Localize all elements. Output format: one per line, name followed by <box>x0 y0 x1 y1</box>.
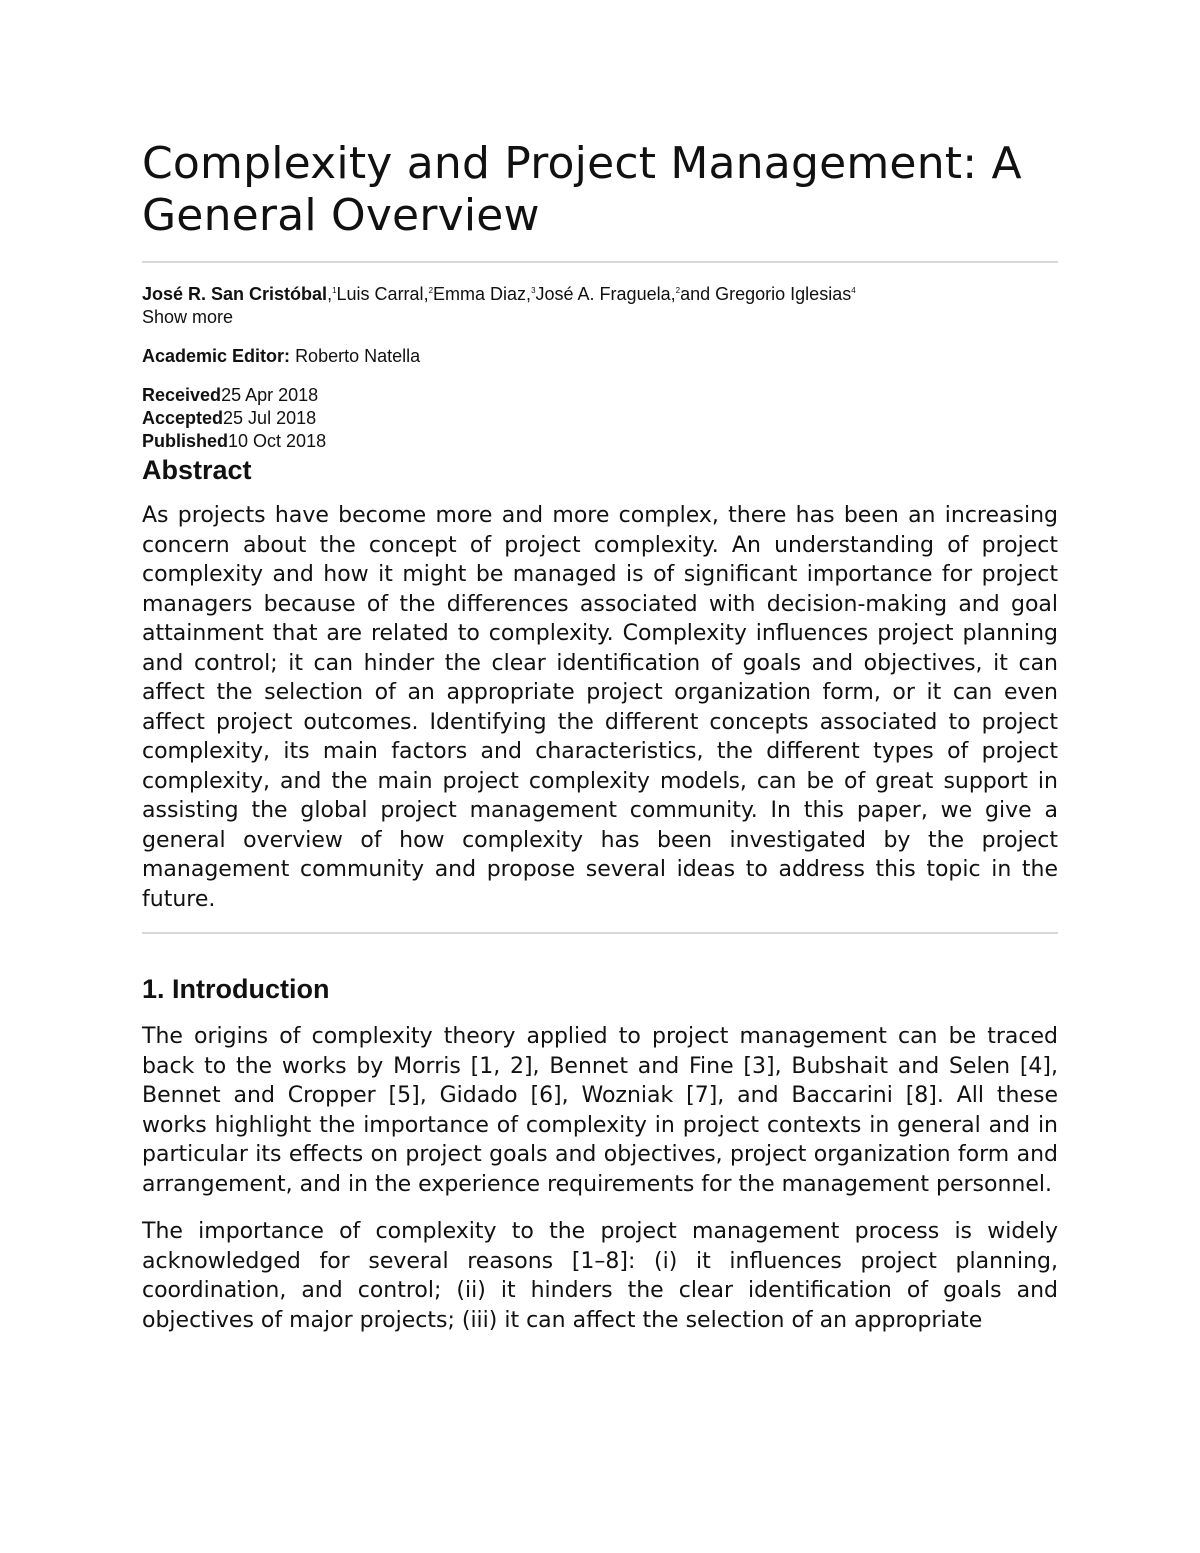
editor-name: Roberto Natella <box>295 346 421 366</box>
abstract-text: As projects have become more and more complex, there has been an increasing concern about the concept of project complexity. An understanding of project complexity and how it might be managed is of significant importance for project managers because of the differences associated with decision-making and goal attainment that are related to complexity. Complexity influences project planning and control; it can hinder the clear identification of goals and objectives, it can affect the selection of an appropriate project organization form, or it can even affect project outcomes. Identifying the different concepts associated to project complexity, its main factors and characteristics, the different types of project complexity, and the main project complexity models, can be of great support in assisting the global project management community. In this paper, we give a general overview of how complexity has been investigated by the project management community and propose several ideas to address this topic in the future. <box>142 503 1058 912</box>
affiliation-marker[interactable]: 1 <box>332 286 337 295</box>
published-date-row <box>142 430 1058 453</box>
author-name[interactable]: Luis Carral <box>336 284 424 304</box>
published-date: 10 Oct 2018 <box>228 431 327 451</box>
accepted-date-row <box>142 407 1058 430</box>
introduction-paragraph-1: The origins of complexity theory applied to project management can be traced back to the works by Morris [1, 2], Bennet and Fine [3], Bubshait and Selen [4], Bennet and Cropper [5], Gidado [6], Wozniak [7], and Baccarini [8]. All these works highlight the importance of complexity in project contexts in general and in particular its effects on project goals and objectives, project organization form and arrangement, and in the experience requirements for the management personnel. <box>142 1024 1058 1197</box>
show-more-link[interactable]: Show more <box>142 307 234 327</box>
author-list: José R. San Cristóbal,$^1$Luis Carral,$^2$Emma Diaz,$^3$José A. Fraguela,$^2$and Gregorio Iglesias$^4$ Show more <box>142 283 1058 329</box>
published-label: Published <box>142 431 229 451</box>
accepted-label: Accepted <box>142 408 224 428</box>
abstract-heading: Abstract <box>142 455 252 485</box>
academic-editor <box>142 345 1058 368</box>
received-label: Received <box>142 385 222 405</box>
section-divider <box>142 932 1058 934</box>
article <box>142 138 1058 1335</box>
received-date-row <box>142 384 1058 407</box>
title-divider <box>142 261 1058 263</box>
accepted-date: 25 Jul 2018 <box>223 408 317 428</box>
article-title: Complexity and Project Management: A General Overview <box>142 138 1022 241</box>
author-name[interactable]: Gregorio Iglesias <box>715 284 852 304</box>
introduction-paragraph-2: The importance of complexity to the project management process is widely acknowledged for several reasons [1–8]: (i) it influences project planning, coordination, and control; (ii) it hinders the clear identification of goals and objectives of major projects; (iii) it can affect the selection of an appropriate <box>142 1219 1058 1333</box>
author-name[interactable]: José R. San Cristóbal <box>142 284 328 304</box>
affiliation-marker[interactable]: 2 <box>428 286 434 295</box>
affiliation-marker[interactable]: 4 <box>851 286 856 295</box>
editor-label: Academic Editor: <box>142 346 291 366</box>
affiliation-marker[interactable]: 3 <box>531 286 536 295</box>
introduction-heading: 1. Introduction <box>142 974 330 1004</box>
and-text: and <box>680 284 711 304</box>
author-name[interactable]: José A. Fraguela <box>535 284 671 304</box>
received-date: 25 Apr 2018 <box>221 385 319 405</box>
article-dates <box>142 384 1058 453</box>
affiliation-marker[interactable]: 2 <box>675 286 681 295</box>
author-name[interactable]: Emma Diaz <box>433 284 527 304</box>
